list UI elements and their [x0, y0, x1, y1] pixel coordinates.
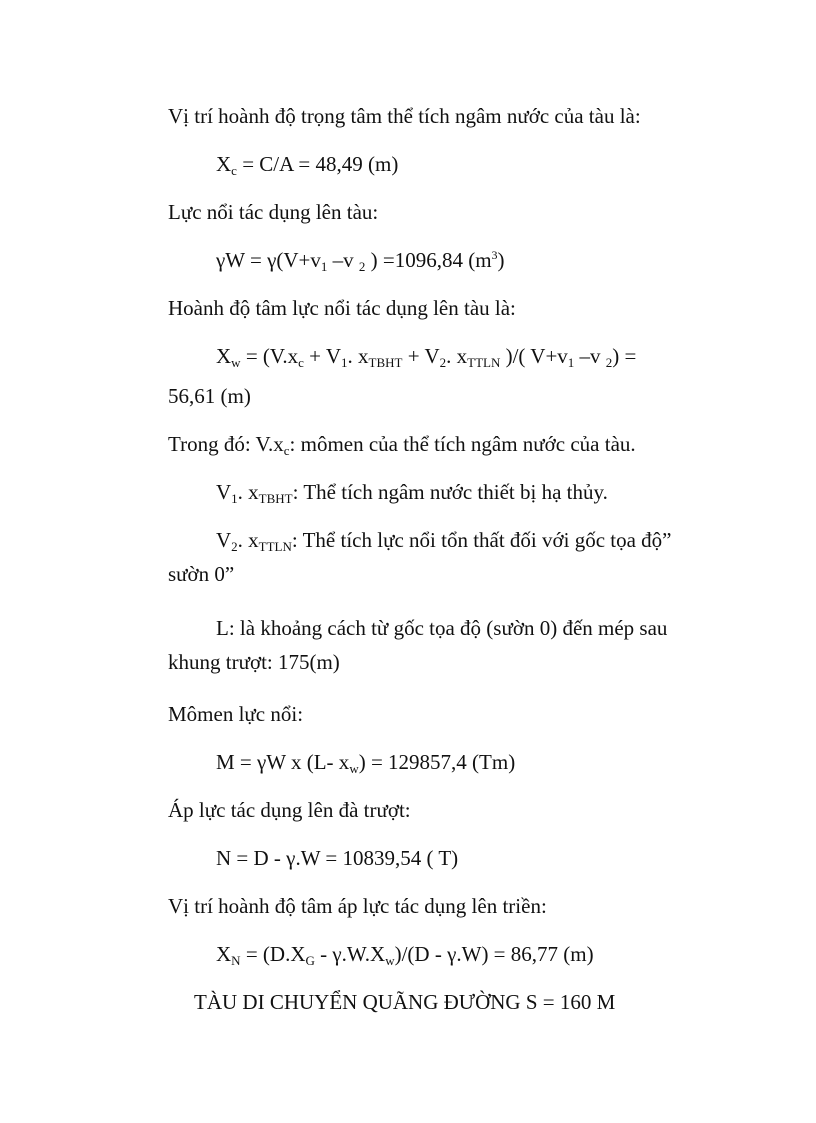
equation-moment: M = γW x (L- $x_w) = 129857,4$ (Tm)	[216, 750, 516, 776]
equation-n: N = D - γ.W = 10839,54 ( T)	[216, 846, 459, 870]
definition-v1: $V_1$. $x_{TBHT}$: Thể tích ngâm nước thiết bị hạ thủy.	[216, 480, 608, 506]
equation-buoyancy: $\gamma W = \gamma(V+v_1$ –v $_2$ ) =1096,84 $(m^3)$	[216, 248, 505, 274]
section-heading: TÀU DI CHUYỂN QUÃNG ĐƯỜNG S = 160 M	[194, 990, 616, 1014]
equation-xw: $X_w = (V.x_c + V_1$. $x_{TBHT} + V_2$. $x_{TTLN}$ )/( $V+v_1$ –v $_2$) =	[216, 344, 637, 370]
definition-l-continued: khung trượt: 175(m)	[168, 650, 340, 674]
paragraph-buoyancy-intro: Lực nổi tác dụng lên tàu:	[168, 200, 379, 224]
paragraph-pressure-intro: Áp lực tác dụng lên đà trượt:	[168, 798, 411, 822]
definition-v2-continued: sườn 0”	[168, 562, 235, 586]
equation-xn: $X_N = (D.X_G - \gamma.W.X_w)/(D - \gamma.W) = 86,77$ (m)	[216, 942, 594, 968]
paragraph-pressure-center-intro: Vị trí hoành độ tâm áp lực tác dụng lên triền:	[168, 894, 547, 918]
paragraph-buoyancy-center-intro: Hoành độ tâm lực nổi tác dụng lên tàu là:	[168, 296, 516, 320]
paragraph-moment-intro: Mômen lực nổi:	[168, 702, 304, 726]
definition-v2: $V_2$. $x_{TTLN}$: Thể tích lực nổi tổn thất đối với gốc tọa độ”	[216, 528, 672, 554]
paragraph-where: Trong đó: $V.x_c$: mômen của thể tích ngâm nước của tàu.	[168, 432, 636, 458]
equation-xw-result: 56,61 (m)	[168, 384, 251, 408]
definition-l: L: là khoảng cách từ gốc tọa độ (sườn 0) đến mép sau	[216, 616, 668, 640]
equation-xc: $X_c = C/A = 48,49$ (m)	[216, 152, 399, 178]
paragraph-centroid-intro: Vị trí hoành độ trọng tâm thể tích ngâm nước của tàu là:	[168, 104, 641, 128]
